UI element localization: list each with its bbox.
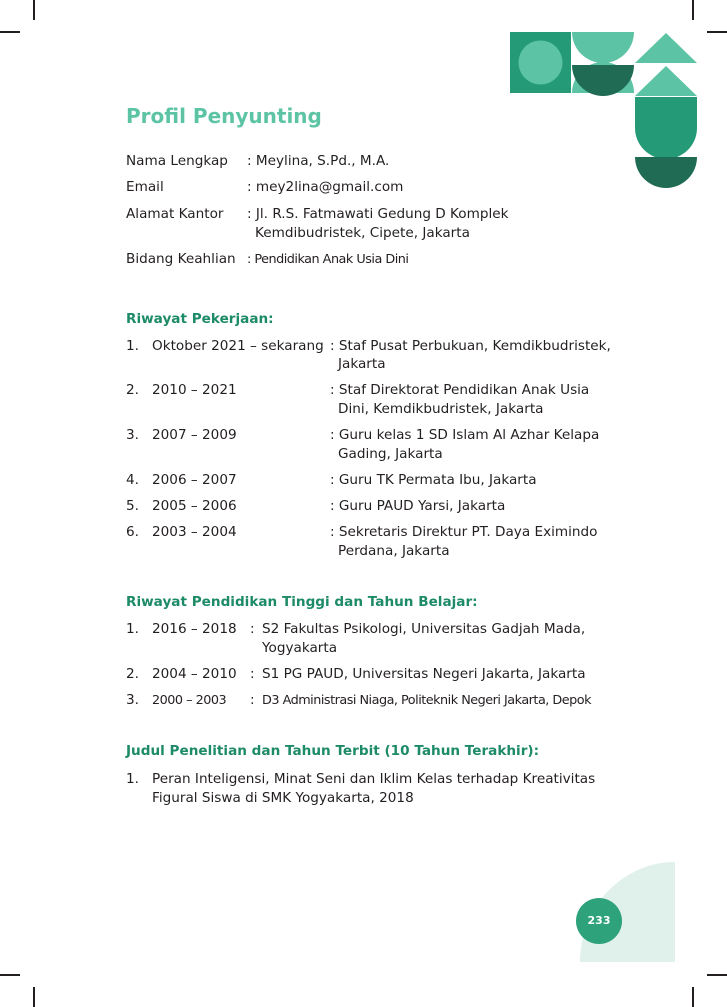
education-heading: Riwayat Pendidikan Tinggi dan Tahun Belajar: bbox=[126, 594, 478, 610]
list-number: 3. bbox=[126, 427, 139, 443]
crop-mark bbox=[692, 0, 694, 20]
work-period: Oktober 2021 – sekarang bbox=[152, 338, 324, 354]
research-heading: Judul Penelitian dan Tahun Terbit (10 Tahun Terakhir): bbox=[126, 743, 540, 759]
work-description: : Staf Direktorat Pendidikan Anak Usia bbox=[330, 382, 590, 398]
list-number: 4. bbox=[126, 472, 139, 488]
crop-mark bbox=[0, 974, 20, 976]
profile-label: Nama Lengkap bbox=[126, 153, 228, 169]
list-number: 1. bbox=[126, 621, 139, 637]
education-period: 2000 – 2003 bbox=[152, 693, 227, 708]
profile-value-continued: Kemdibudristek, Cipete, Jakarta bbox=[255, 225, 470, 241]
education-period: 2004 – 2010 bbox=[152, 666, 237, 682]
work-description-continued: Dini, Kemdikbudristek, Jakarta bbox=[338, 401, 544, 417]
profile-value: : Pendidikan Anak Usia Dini bbox=[247, 252, 409, 267]
work-description-continued: Perdana, Jakarta bbox=[338, 543, 450, 559]
list-number: 1. bbox=[126, 338, 139, 354]
list-number: 2. bbox=[126, 382, 139, 398]
profile-value: : Jl. R.S. Fatmawati Gedung D Komplek bbox=[247, 206, 509, 222]
work-period: 2006 – 2007 bbox=[152, 472, 237, 488]
list-number: 5. bbox=[126, 498, 139, 514]
profile-value: : mey2lina@gmail.com bbox=[247, 179, 404, 195]
crop-mark bbox=[692, 987, 694, 1007]
crop-mark bbox=[33, 987, 35, 1007]
work-period: 2007 – 2009 bbox=[152, 427, 237, 443]
work-description-continued: Gading, Jakarta bbox=[338, 446, 443, 462]
work-description: : Guru TK Permata Ibu, Jakarta bbox=[330, 472, 537, 488]
page-number: 233 bbox=[576, 898, 622, 944]
list-number: 3. bbox=[126, 692, 139, 708]
work-description-continued: Jakarta bbox=[338, 356, 386, 372]
work-heading: Riwayat Pekerjaan: bbox=[126, 311, 274, 327]
crop-mark bbox=[707, 31, 727, 33]
crop-mark bbox=[0, 31, 20, 33]
separator-colon: : bbox=[250, 692, 255, 708]
work-period: 2010 – 2021 bbox=[152, 382, 237, 398]
profile-label: Bidang Keahlian bbox=[126, 251, 236, 267]
profile-label: Email bbox=[126, 179, 164, 195]
crop-mark bbox=[707, 974, 727, 976]
list-number: 2. bbox=[126, 666, 139, 682]
work-description: : Staf Pusat Perbukuan, Kemdikbudristek, bbox=[330, 338, 611, 354]
separator-colon: : bbox=[250, 666, 255, 682]
work-period: 2005 – 2006 bbox=[152, 498, 237, 514]
work-period: 2003 – 2004 bbox=[152, 524, 237, 540]
work-description: : Guru PAUD Yarsi, Jakarta bbox=[330, 498, 506, 514]
decorative-shapes bbox=[509, 30, 699, 190]
list-number: 6. bbox=[126, 524, 139, 540]
work-description: : Sekretaris Direktur PT. Daya Eximindo bbox=[330, 524, 598, 540]
education-period: 2016 – 2018 bbox=[152, 621, 237, 637]
profile-label: Alamat Kantor bbox=[126, 206, 224, 222]
education-description: S1 PG PAUD, Universitas Negeri Jakarta, Jakarta bbox=[262, 666, 586, 682]
separator-colon: : bbox=[250, 621, 255, 637]
research-title-continued: Figural Siswa di SMK Yogyakarta, 2018 bbox=[152, 790, 414, 806]
crop-mark bbox=[33, 0, 35, 20]
profile-value: : Meylina, S.Pd., M.A. bbox=[247, 153, 390, 169]
list-number: 1. bbox=[126, 771, 139, 787]
education-description: D3 Administrasi Niaga, Politeknik Negeri Jakarta, Depok bbox=[262, 693, 592, 708]
page-title: Profil Penyunting bbox=[126, 104, 322, 128]
education-description-continued: Yogyakarta bbox=[262, 640, 338, 656]
work-description: : Guru kelas 1 SD Islam Al Azhar Kelapa bbox=[330, 427, 600, 443]
education-description: S2 Fakultas Psikologi, Universitas Gadjah Mada, bbox=[262, 621, 586, 637]
research-title: Peran Inteligensi, Minat Seni dan Iklim Kelas terhadap Kreativitas bbox=[152, 771, 596, 787]
